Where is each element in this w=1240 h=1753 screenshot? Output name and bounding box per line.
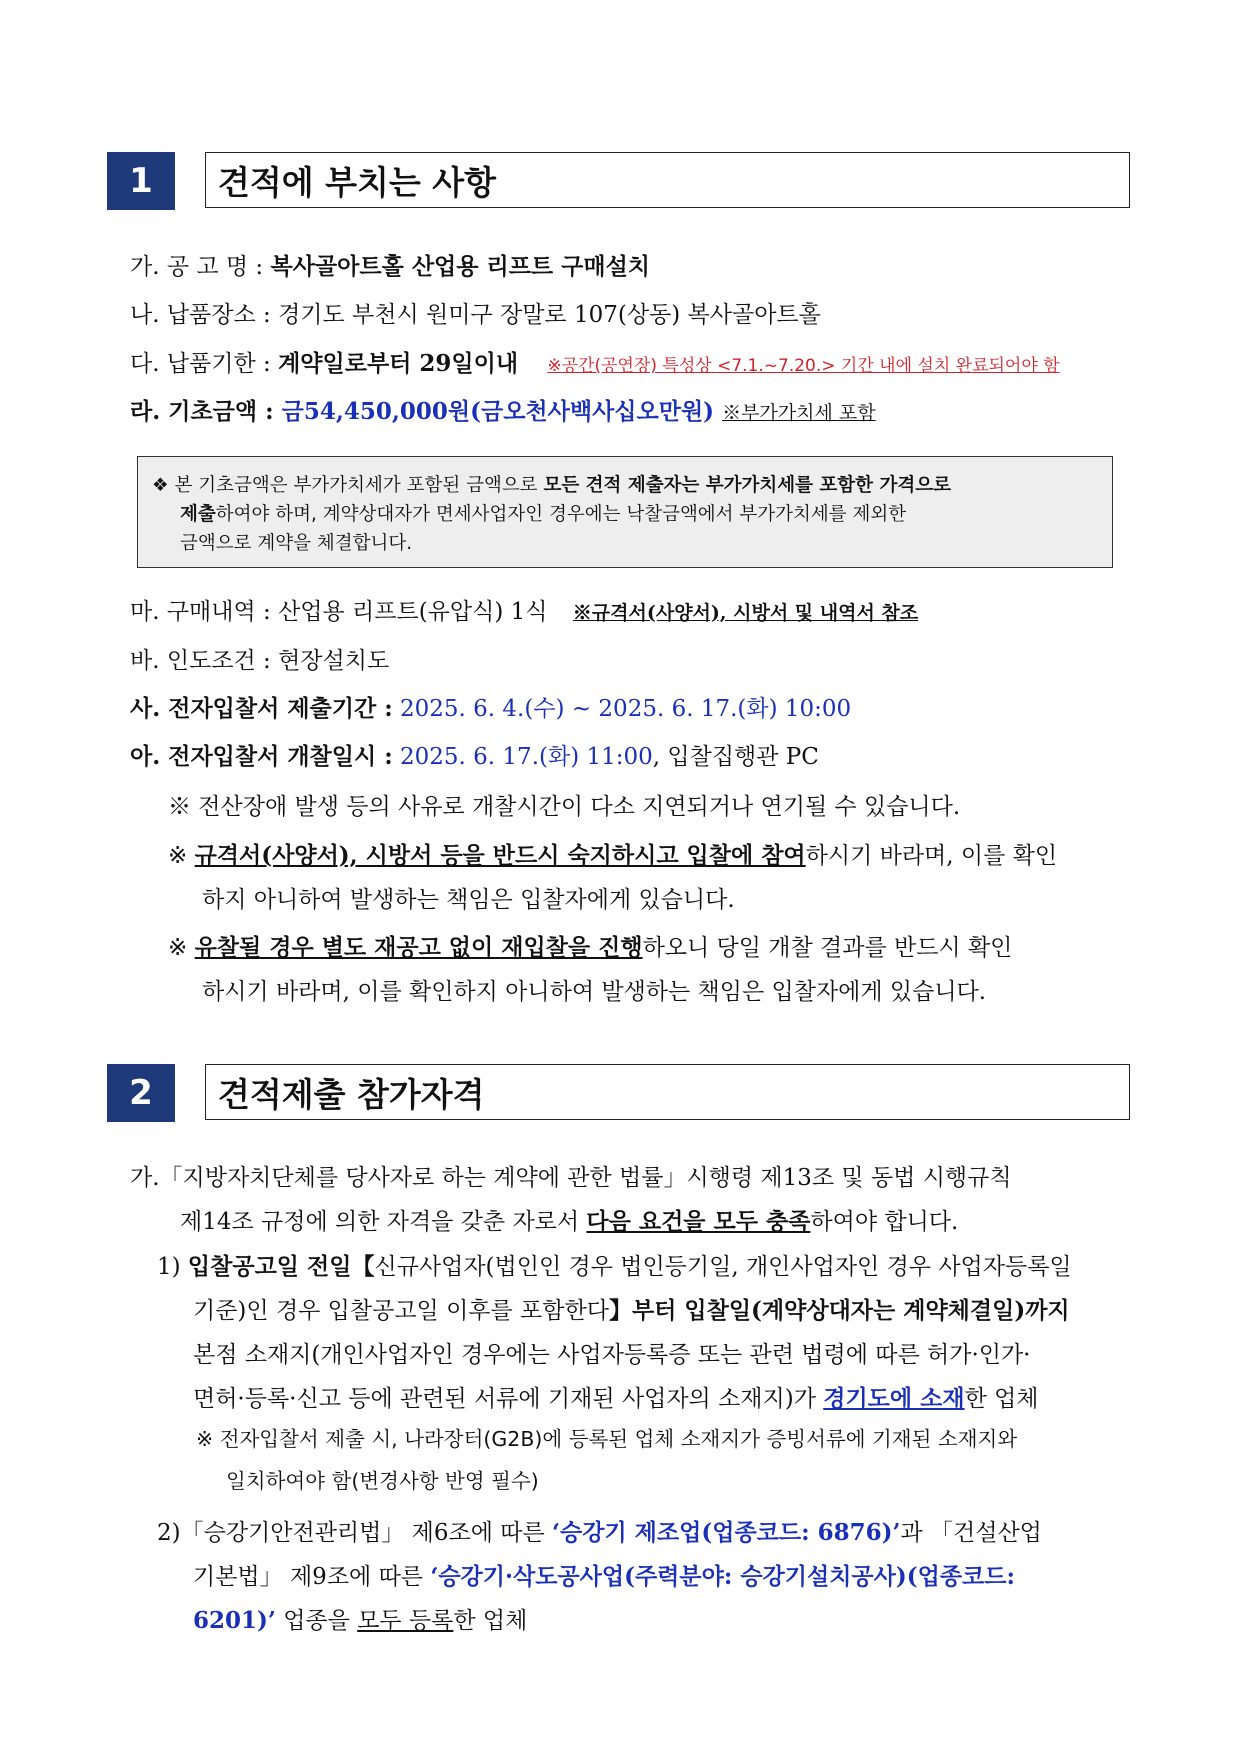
- qualification-ga: [130, 1156, 1130, 1244]
- note-2-text: 하시기 바라며, 이를 확인: [805, 843, 1058, 869]
- item-sa: [130, 694, 851, 724]
- note-2-emphasis: 규격서(사양서), 시방서 등을 반드시 숙지하시고 입찰에 참여: [194, 842, 806, 869]
- item-na-value: 경기도 부천시 원미구 장말로 107(상동) 복사골아트홀: [278, 302, 821, 328]
- item-da-label: 다. 납품기한 :: [130, 351, 271, 377]
- note-2: [168, 834, 1128, 922]
- item-ba-label: 바. 인도조건 :: [130, 648, 271, 674]
- item-1-emphasis-2: 】부터 입찰일(계약상대자는 계약체결일)까지: [608, 1297, 1070, 1324]
- item-2-license-1: ‘승강기 제조업(업종코드: 6876)’: [552, 1519, 901, 1546]
- item-1-text: 신규사업자(법인인 경우 법인등기일, 개인사업자인 경우 사업자등록일: [374, 1254, 1072, 1280]
- note-3-text: 하오니 당일 개찰 결과를 반드시 확인: [642, 935, 1013, 961]
- diamond-bullet-icon: ❖: [152, 475, 169, 496]
- section-number-1: 1: [107, 152, 175, 210]
- item-1-end: 한 업체: [964, 1386, 1039, 1412]
- item-a-rest: , 입찰집행관 PC: [652, 744, 819, 770]
- item-a: [130, 742, 819, 772]
- item-1-number: 1): [157, 1254, 181, 1280]
- qualification-ga-text: 제14조 규정에 의한 자격을 갖춘 자로서: [180, 1209, 587, 1235]
- item-ra-note: ※부가가치세 포함: [722, 402, 876, 424]
- item-1-text-4: 면허·등록·신고 등에 관련된 서류에 기재된 사업자의 소재지)가: [193, 1386, 824, 1412]
- item-ma-note: ※규격서(사양서), 시방서 및 내역서 참조: [572, 602, 919, 624]
- item-ga: [130, 252, 650, 282]
- item-2-text-2: 과 「건설산업: [900, 1520, 1042, 1546]
- item-sa-label: 사. 전자입찰서 제출기간 :: [130, 695, 393, 722]
- section-title-2: 견적제출 참가자격: [205, 1064, 1130, 1120]
- price-notice-text: 본 기초금액은 부가가치세가 포함된 금액으로: [174, 475, 544, 496]
- item-a-value: 2025. 6. 17.(화) 11:00: [400, 744, 653, 770]
- item-1-location: 경기도에 소재: [823, 1385, 965, 1412]
- section-number-2: 2: [107, 1064, 175, 1122]
- item-ra: [130, 397, 876, 428]
- note-2-cont: 하지 아니하여 발생하는 책임은 입찰자에게 있습니다.: [202, 887, 735, 913]
- item-2-end: 한 업체: [453, 1608, 528, 1634]
- qualification-ga-end: 하여야 합니다.: [810, 1209, 959, 1235]
- item-sa-value: 2025. 6. 4.(수) ~ 2025. 6. 17.(화) 10:00: [400, 696, 852, 722]
- price-notice-line1: [152, 471, 1098, 500]
- item-na: [130, 300, 821, 330]
- qualification-ga-emphasis: 다음 요건을 모두 충족: [586, 1208, 811, 1235]
- item-ra-value: 금54,450,000원(금오천사백사십오만원): [281, 398, 715, 425]
- item-da-note: ※공간(공연장) 특성상 <7.1.~7.20.> 기간 내에 설치 완료되어야 함: [547, 356, 1060, 376]
- qualification-item-2: [157, 1511, 1135, 1643]
- item-ba: [130, 646, 389, 676]
- price-notice-box: [137, 456, 1113, 568]
- item-1-note-line2: 일치하여야 함(변경사항 반영 필수): [226, 1469, 539, 1493]
- item-2-text-3: 기본법」 제9조에 따른: [193, 1564, 431, 1590]
- item-2-emphasis: 모두 등록: [357, 1608, 454, 1634]
- note-1: ※ 전산장애 발생 등의 사유로 개찰시간이 다소 지연되거나 연기될 수 있습니다.: [168, 794, 961, 820]
- item-ma-label: 마. 구매내역 :: [130, 599, 271, 625]
- item-da: [130, 349, 1060, 381]
- item-da-value: 계약일로부터 29일이내: [278, 350, 519, 377]
- note-3-cont: 하시기 바라며, 이를 확인하지 아니하여 발생하는 책임은 입찰자에게 있습니다.: [202, 979, 987, 1005]
- qualification-ga-line2: [130, 1200, 1130, 1244]
- note-3: [168, 926, 1128, 1014]
- item-2-number: 2): [157, 1520, 181, 1546]
- note-3-emphasis: 유찰될 경우 별도 재공고 없이 재입찰을 진행: [194, 934, 643, 961]
- item-1-note: [196, 1418, 1136, 1502]
- item-2-text-4: 업종을: [275, 1608, 358, 1634]
- item-1-note-line1: ※ 전자입찰서 제출 시, 나라장터(G2B)에 등록된 업체 소재지가 증빙서류에 기재된 소재지와: [196, 1427, 1018, 1451]
- item-1-emphasis: 입찰공고일 전일【: [187, 1253, 375, 1280]
- price-notice-emphasis: 모든 견적 제출자는 부가가치세를 포함한 가격으로: [543, 475, 951, 496]
- item-2-license-2-end: 6201)’: [193, 1607, 276, 1634]
- item-na-label: 나. 납품장소 :: [130, 302, 271, 328]
- item-1-text-2: 기준)인 경우 입찰공고일 이후를 포함한다: [193, 1298, 609, 1324]
- item-2-license-2: ‘승강기·삭도공사업(주력분야: 승강기설치공사)(업종코드:: [430, 1563, 1015, 1590]
- item-2-text: 「승강기안전관리법」 제6조에 따른: [180, 1520, 553, 1546]
- item-ma: [130, 597, 918, 628]
- note-2-mark: ※: [168, 843, 188, 869]
- note-3-mark: ※: [168, 935, 188, 961]
- price-notice-emphasis-2: 제출: [180, 504, 216, 525]
- item-1-text-3: 본점 소재지(개인사업자인 경우에는 사업자등록증 또는 관련 법령에 따른 허가·인가·: [193, 1342, 1031, 1368]
- qualification-item-1: [157, 1245, 1135, 1421]
- item-a-label: 아. 전자입찰서 개찰일시 :: [130, 743, 393, 770]
- price-notice-line2: [152, 500, 1098, 529]
- item-ra-label: 라. 기초금액 :: [130, 398, 274, 425]
- price-notice-line3: 금액으로 계약을 체결합니다.: [180, 533, 413, 554]
- item-ga-value: 복사골아트홀 산업용 리프트 구매설치: [270, 253, 651, 280]
- price-notice-text-2: 하여야 하며, 계약상대자가 면세사업자인 경우에는 낙찰금액에서 부가가치세를 제외한: [215, 504, 907, 525]
- item-ma-value: 산업용 리프트(유압식) 1식: [278, 599, 548, 625]
- qualification-ga-line1: 가.「지방자치단체를 당사자로 하는 계약에 관한 법률」시행령 제13조 및 동법 시행규칙: [130, 1165, 1012, 1191]
- item-ga-label: 가. 공 고 명 :: [130, 254, 264, 280]
- section-title-1: 견적에 부치는 사항: [205, 152, 1130, 208]
- item-ba-value: 현장설치도: [278, 648, 390, 674]
